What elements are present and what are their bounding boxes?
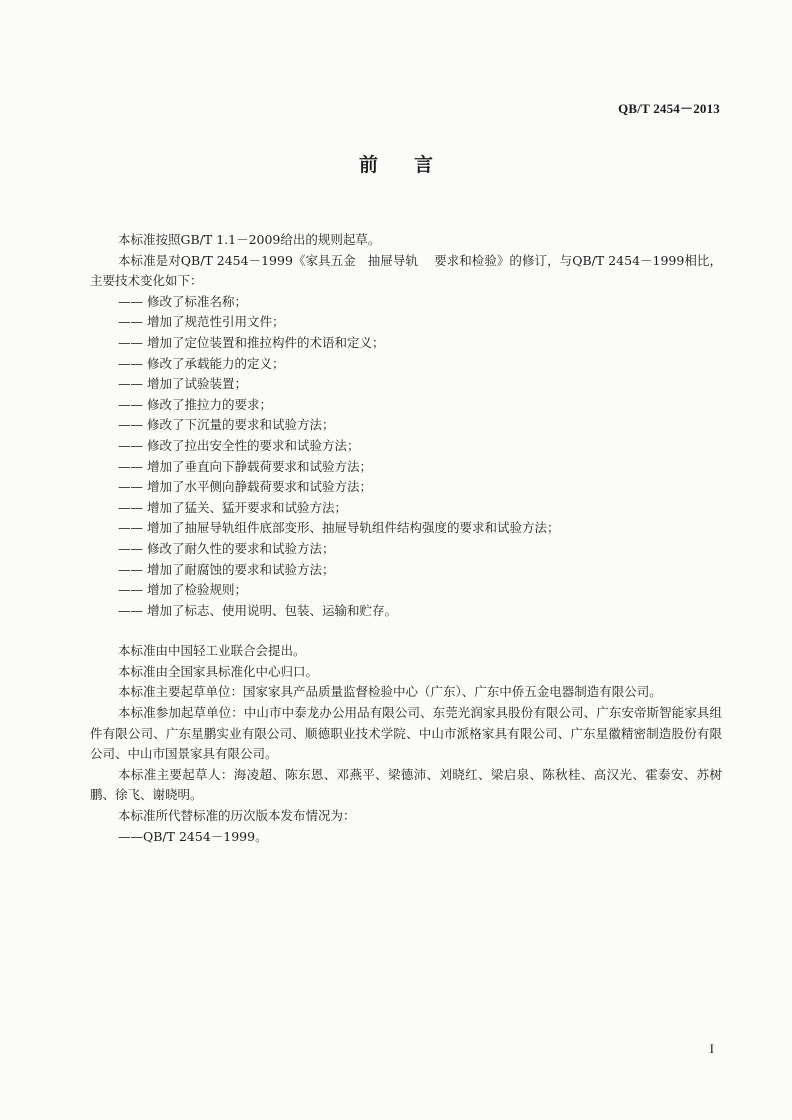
list-item: —— 修改了耐久性的要求和试验方法； — [118, 540, 335, 556]
list-item: —— 增加了耐腐蚀的要求和试验方法； — [118, 561, 335, 577]
foreword-body — [90, 230, 722, 847]
list-item: —— 修改了承载能力的定义； — [118, 355, 285, 371]
drafting-rule-paragraph: 本标准按照GB/T 1.1－2009给出的规则起草。 — [118, 232, 381, 247]
main-drafters-paragraph: 本标准主要起草人：海凌超、陈东恩、邓燕平、梁德沛、刘晓红、梁启泉、陈秋桂、高汉光、霍泰安、苏树鹏、徐飞、谢晓明。 — [90, 766, 722, 803]
list-item: —— 增加了检验规则； — [118, 582, 247, 598]
changes-list — [90, 292, 722, 622]
list-item: —— 增加了定位装置和推拉构件的术语和定义； — [118, 334, 385, 350]
list-item: —— 增加了垂直向下静载荷要求和试验方法； — [118, 458, 372, 474]
list-item: —— 增加了试验装置； — [118, 376, 247, 392]
list-item: —— 修改了标准名称； — [118, 293, 247, 309]
list-item: —— 修改了推拉力的要求； — [118, 396, 272, 412]
page-title — [0, 150, 792, 177]
list-item: —— 增加了规范性引用文件； — [118, 314, 285, 330]
history-intro-paragraph: 本标准所代替标准的历次版本发布情况为： — [118, 808, 356, 824]
title-char-2: 言 — [414, 154, 434, 176]
list-item: —— 修改了下沉量的要求和试验方法； — [118, 417, 335, 433]
page-number: I — [709, 1041, 714, 1056]
list-item: —— 修改了拉出安全性的要求和试验方法； — [118, 437, 360, 453]
list-item: —— 增加了水平侧向静载荷要求和试验方法； — [118, 479, 372, 495]
list-item: —— 增加了标志、使用说明、包装、运输和贮存。 — [118, 602, 397, 618]
list-item: —— 增加了猛关、猛开要求和试验方法； — [118, 499, 347, 515]
history-item: ——QB/T 2454－1999。 — [118, 828, 268, 844]
standard-number: QB/T 2454－2013 — [618, 101, 720, 116]
list-item: —— 增加了抽屉导轨组件底部变形、抽屉导轨组件结构强度的要求和试验方法； — [118, 520, 560, 536]
main-drafting-units-paragraph: 本标准主要起草单位：国家家具产品质量监督检验中心（广东）、广东中侨五金电器制造有限公司。 — [118, 684, 662, 700]
revision-paragraph: 本标准是对QB/T 2454－1999《家具五金 抽屉导轨 要求和检验》的修订，与QB/T 2454－1999相比，主要技术变化如下： — [90, 252, 722, 289]
participating-units-paragraph: 本标准参加起草单位：中山市中泰龙办公用品有限公司、东莞光润家具股份有限公司、广东安帝斯智能家具组件有限公司、广东星鹏实业有限公司、顺德职业技术学院、中山市派格家具有限公司、广东星徽精密制造股份有限公司、中山市国景家具有限公司。 — [90, 705, 722, 762]
centralized-paragraph: 本标准由全国家具标准化中心归口。 — [118, 663, 319, 679]
proposer-paragraph: 本标准由中国轻工业联合会提出。 — [118, 643, 306, 659]
section-spacer — [90, 621, 722, 641]
title-char-1: 前 — [358, 154, 378, 176]
